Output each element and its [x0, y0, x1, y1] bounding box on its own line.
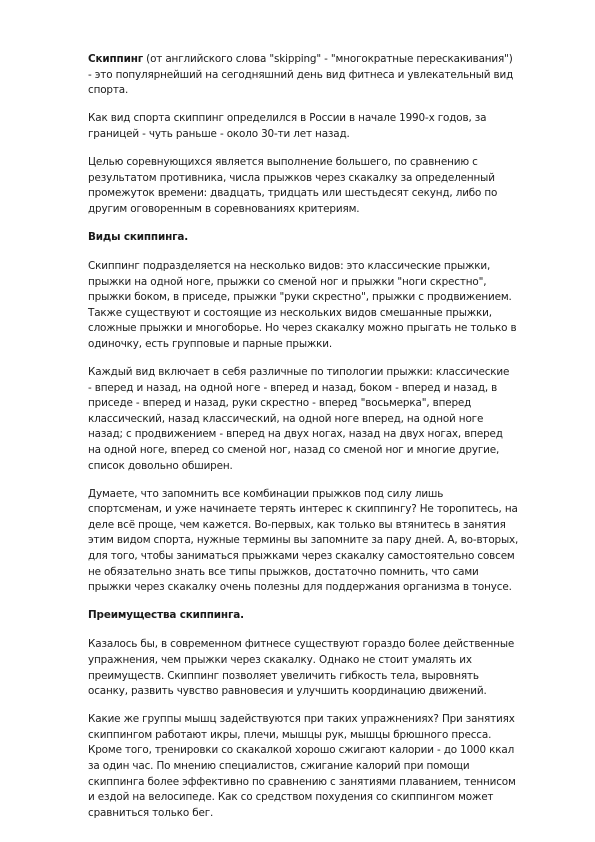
text-line: прыжки на одной ноге, прыжки со сменой ног и прыжки "ноги скрестно", — [88, 275, 487, 288]
muscles-paragraph — [88, 712, 560, 821]
text-line: промежуток времени: двадцать, тридцать или шестьдесят секунд, либо по — [88, 187, 498, 200]
text-line: Как вид спорта скиппинг определился в России в начале 1990-х годов, за — [88, 112, 487, 125]
text-line: преимуществ. Скиппинг позволяет увеличить гибкость тела, выровнять — [88, 669, 479, 682]
text-line: скиппингом работают икры, плечи, мышцы рук, мышцы брюшного пресса. — [88, 728, 492, 741]
text-line: спортсменам, и уже начинаете терять интерес к скиппингу? Не торопитесь, на — [88, 503, 518, 516]
text-line: одиночку, есть групповые и парные прыжки. — [88, 337, 333, 350]
text-line: не обязательно знать все типы прыжков, достаточно помнить, что сами — [88, 565, 479, 578]
text-line: прыжки боком, в приседе, прыжки "руки скрестно", прыжки с продвижением. — [88, 291, 512, 304]
text-line: - это популярнейший на сегодняшний день вид фитнеса и увлекательный вид — [88, 68, 514, 81]
text-line: список довольно обширен. — [88, 459, 233, 472]
text-line: прыжки через скакалку очень полезны для поддержания организма в тонусе. — [88, 581, 512, 594]
text-line: на одной ноге, вперед со сменой ног, назад со сменой ног и многие другие, — [88, 443, 500, 456]
history-paragraph — [88, 111, 560, 142]
text-line: границей - чуть раньше - около 30-ти лет назад. — [88, 127, 350, 140]
text-line: назад; с продвижением - вперед на двух ногах, назад на двух ногах, вперед — [88, 428, 503, 441]
text-line: спорта. — [88, 84, 129, 97]
typology-paragraph — [88, 365, 560, 474]
text-line: и ездой на велосипеде. Как со средством похудения со скиппингом может — [88, 791, 494, 804]
text-line: приседе - вперед и назад, руки скрестно - вперед "восьмерка", вперед — [88, 397, 472, 410]
text-line: классический, назад классический, на одной ноге вперед, на одной ноге — [88, 412, 484, 425]
text-line: Целью соревнующихся является выполнение большего, по сравнению с — [88, 155, 478, 168]
text-line: результатом противника, числа прыжков через скакалку за определенный — [88, 171, 495, 184]
benefits-paragraph — [88, 637, 560, 699]
text-line: Также существуют и состоящие из нескольких видов смешанные прыжки, — [88, 306, 492, 319]
text-line: осанку, развить чувство равновесия и улучшить координацию движений. — [88, 685, 487, 698]
text-line: скиппинга более эффективно по сравнению с занятиями плаванием, теннисом — [88, 775, 516, 788]
memorize-paragraph — [88, 487, 560, 596]
text-line: другим оговоренным в соревнованиях критериям. — [88, 202, 360, 215]
text-line: деле всё проще, чем кажется. Во-первых, как только вы втянитесь в занятия — [88, 518, 506, 531]
text-line: для того, чтобы заниматься прыжками через скакалку самостоятельно совсем — [88, 550, 515, 563]
section-heading-types: Виды скиппинга. — [88, 230, 189, 243]
intro-line-tail: (от английского слова "skipping" - "многократные перескакивания") — [143, 53, 513, 65]
text-line: Казалось бы, в современном фитнесе существуют гораздо более действенные — [88, 638, 515, 651]
term-skipping: Скиппинг — [88, 53, 144, 65]
text-line: этим видом спорта, нужные термины вы запомните за пару дней. А, во-вторых, — [88, 534, 519, 547]
section-heading-benefits: Преимущества скиппинга. — [88, 609, 244, 622]
types-paragraph — [88, 259, 560, 353]
text-line: Скиппинг подразделяется на несколько видов: это классические прыжки, — [88, 259, 491, 272]
goal-paragraph — [88, 155, 560, 217]
text-line: сложные прыжки и многоборье. Но через скакалку можно прыгать не только в — [88, 322, 517, 335]
text-line — [88, 52, 560, 68]
text-line: за один час. По мнению специалистов, сжигание калорий при помощи — [88, 760, 470, 773]
text-line: Думаете, что запомнить все комбинации прыжков под силу лишь — [88, 487, 444, 500]
text-line: Кроме того, тренировки со скакалкой хорошо сжигают калории - до 1000 ккал — [88, 744, 515, 757]
text-line: Какие же группы мышц задействуются при таких упражнениях? При занятиях — [88, 713, 515, 726]
intro-paragraph — [88, 52, 560, 99]
text-line: - вперед и назад, на одной ноге - вперед и назад, боком - вперед и назад, в — [88, 381, 498, 394]
text-line: Каждый вид включает в себя различные по типологии прыжки: классические — [88, 366, 510, 378]
text-line: сравниться только бег. — [88, 806, 214, 819]
document-body — [88, 52, 560, 834]
text-line: упражнения, чем прыжки через скакалку. Однако не стоит умалять их — [88, 654, 472, 666]
